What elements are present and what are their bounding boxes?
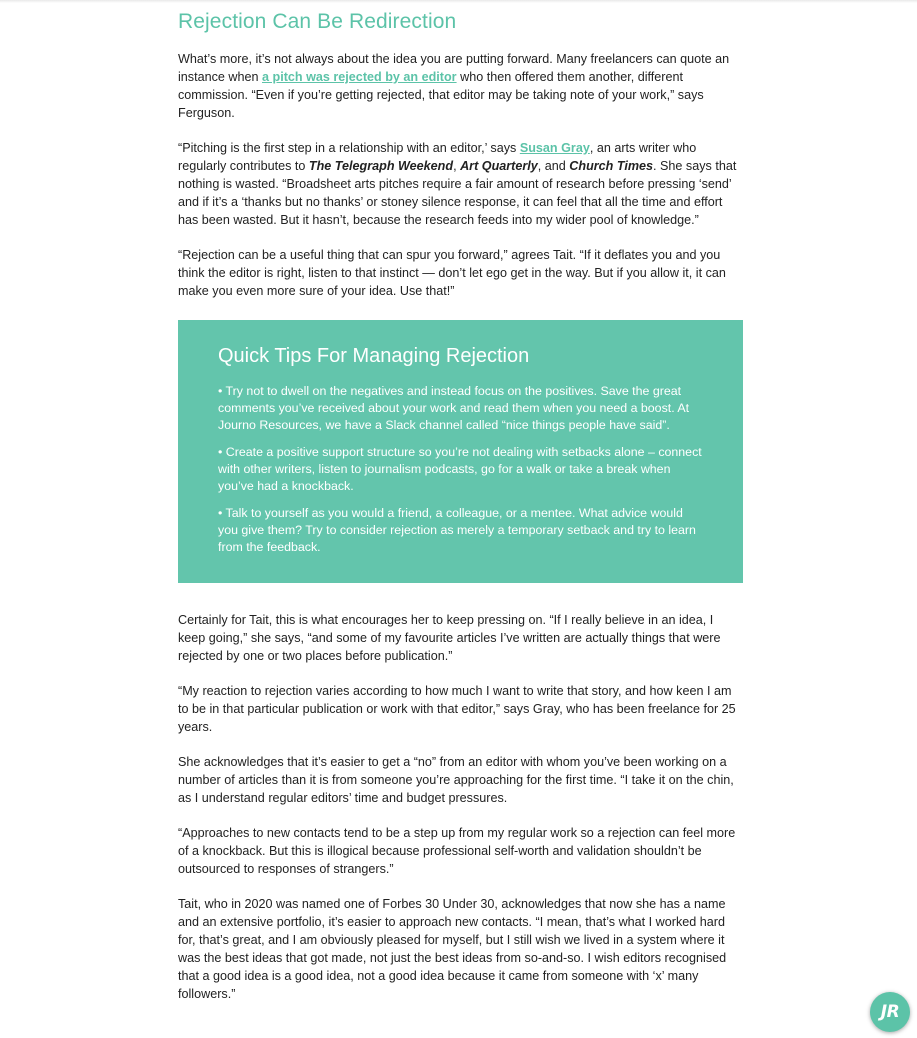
- publication-church-times: Church Times: [569, 159, 654, 173]
- paragraph-forbes: Tait, who in 2020 was named one of Forbes 30 Under 30, acknowledges that now she has a name and an extensive portfolio, it’s easier to approach new contacts. “I mean, that’s what I worked hard for, that’s great, and I am obviously pleased for myself, but I still wish we lived in a system where it was the best ideas that got made, not just the best ideas from so-and-so. I wish editors recognised that a good idea is a good idea, not a good idea because it came from someone with ‘x’ many followers.”: [178, 897, 727, 1001]
- publication-art-quarterly: Art Quarterly: [460, 159, 538, 173]
- tip-item: • Create a positive support structure so you’re not dealing with setbacks alone – connect with other writers, listen to journalism podcasts, go for a walk or take a break when you’ve had a knockback.: [218, 445, 702, 493]
- quick-tips-box: [178, 320, 743, 583]
- quick-tips-title: Quick Tips For Managing Rejection: [218, 345, 530, 367]
- publication-telegraph: The Telegraph Weekend: [308, 159, 454, 173]
- paragraph-new-contacts: “Approaches to new contacts tend to be a step up from my regular work so a rejection can feel more of a knockback. But this is illogical because professional self-worth and validation shouldn’t be outsourced to responses of strangers.”: [178, 826, 736, 876]
- paragraph-easier-no: She acknowledges that it’s easier to get a “no” from an editor with whom you’ve been working on a number of articles than it is from someone you’re approaching for the first time. “I take it on the chin, as I understand regular editors’ time and budget pressures.: [178, 755, 734, 805]
- jr-logo-badge[interactable]: JR: [870, 992, 910, 1032]
- paragraph-keep-pressing: Certainly for Tait, this is what encourages her to keep pressing on. “If I really believe in an idea, I keep going,” she says, “and some of my favourite articles I’ve written are actually things that were rejected by one or two places before publication.”: [178, 613, 721, 663]
- top-shadow: [0, 0, 917, 3]
- tip-item: • Talk to yourself as you would a friend, a colleague, or a mentee. What advice would you give them? Try to consider rejection as merely a temporary setback and try to learn from the feedback.: [218, 506, 696, 554]
- paragraph-useful-thing: “Rejection can be a useful thing that can spur you forward,” agrees Tait. “If it deflates you and you think the editor is right, listen to that instinct — don’t let ego get in the way. But if you allow it, it can make you even more sure of your idea. Use that!”: [178, 248, 726, 298]
- paragraph-pitch-rejected: What’s more, it’s not always about the idea you are putting forward. Many freelancers can quote an instance when a pitch was rejected by an editor who then offered them another, different commission. “Even if you’re getting rejected, that editor may be taking note of your work,” says Ferguson.: [178, 52, 730, 120]
- susan-gray-link[interactable]: Susan Gray: [519, 141, 590, 155]
- article-body: [178, 8, 743, 1020]
- pitch-rejected-link[interactable]: a pitch was rejected by an editor: [262, 70, 457, 84]
- tip-item: • Try not to dwell on the negatives and instead focus on the positives. Save the great comments you’ve received about your work and read them when you need a boost. At Journo Resources, we have a Slack channel called “nice things people have said”.: [218, 384, 690, 432]
- paragraph-reaction-varies: “My reaction to rejection varies according to how much I want to write that story, and how keen I am to be in that particular publication or work with that editor,” says Gray, who has been freelance for 25 years.: [178, 684, 736, 734]
- section-heading: Rejection Can Be Redirection: [178, 10, 457, 33]
- paragraph-susan-gray: “Pitching is the first step in a relationship with an editor,’ says Susan Gray, an arts writer who regularly contributes to The Telegraph Weekend, Art Quarterly, and Church Times. She says that nothing is wasted. “Broadsheet arts pitches require a fair amount of research before pressing ‘send’ and if it’s a ‘thanks but no thanks’ or stoney silence response, it can feel that all the time and effort has been wasted. But it hasn’t, because the research feeds into my wider pool of knowledge.”: [178, 141, 737, 227]
